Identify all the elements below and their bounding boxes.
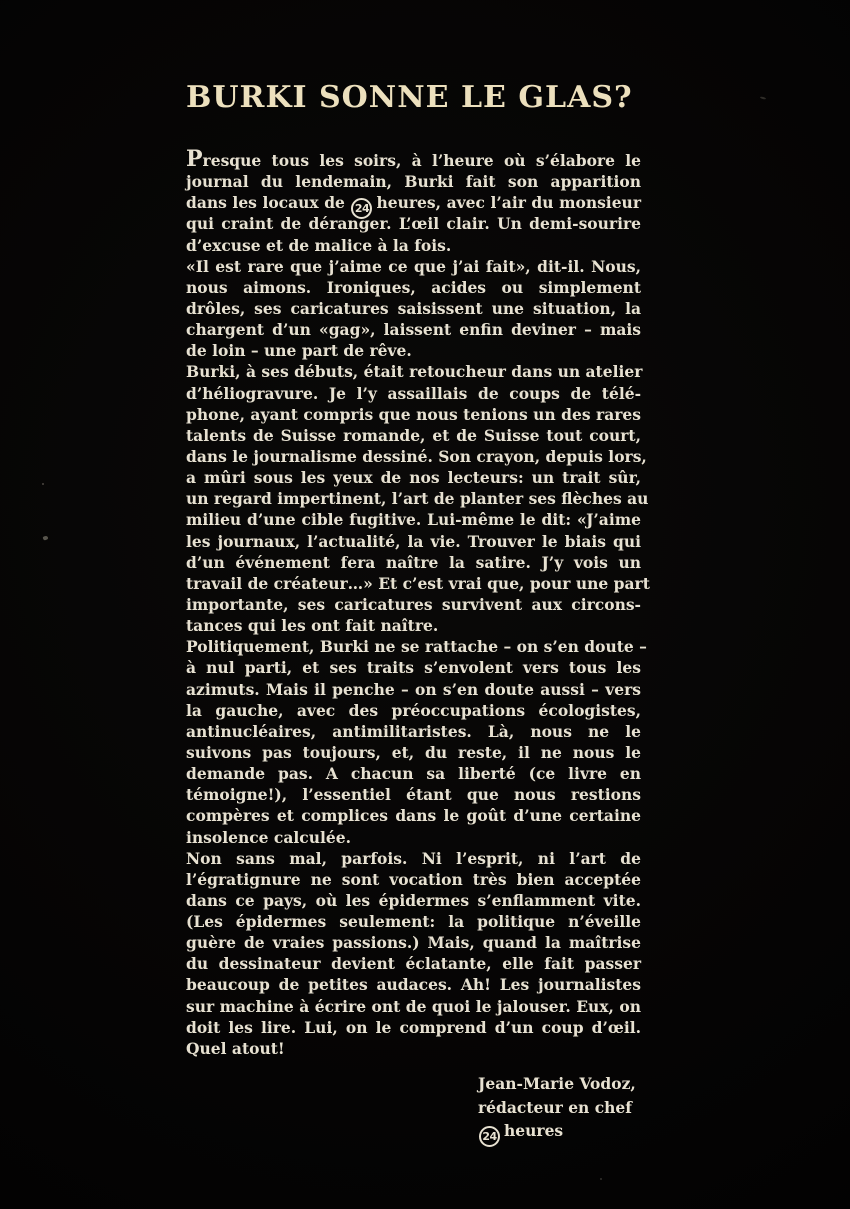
paragraph (186, 256, 641, 362)
text-line: demande pas. A chacun sa liberté (ce livre en (186, 764, 641, 784)
text-line: a mûri sous les yeux de nos lecteurs: un trait sûr, (186, 468, 641, 488)
text-line: phone, ayant compris que nous tenions un des rares (186, 404, 641, 424)
text-line: Non sans mal, parfois. Ni l’esprit, ni l’art de (186, 848, 641, 868)
text-line: talents de Suisse romande, et de Suisse tout court, (186, 425, 641, 445)
text-line: qui craint de déranger. L’œil clair. Un demi-sourire (186, 214, 641, 234)
signature-name: Jean-Marie Vodoz, (478, 1074, 636, 1093)
text-line: sur machine à écrire ont de quoi le jalouser. Eux, on (186, 996, 641, 1016)
initial-capital: P (186, 146, 203, 172)
article-body (186, 146, 650, 1059)
paragraph (186, 146, 641, 256)
paragraph (186, 848, 641, 1059)
text-line: antinucléaires, antimilitaristes. Là, nous ne le (186, 721, 641, 741)
text-line: du dessinateur devient éclatante, elle fait passer (186, 954, 641, 974)
text-line: tances qui les ont fait naître. (186, 616, 439, 636)
text-line: Presque tous les soirs, à l’heure où s’élabore le (186, 146, 641, 172)
text-line: l’égratignure ne sont vocation très bien acceptée (186, 869, 641, 889)
text-line: dans ce pays, où les épidermes s’enflamment vite. (186, 890, 641, 910)
text-line: témoigne!), l’essentiel étant que nous restions (186, 785, 641, 805)
text-line: suivons pas toujours, et, du reste, il ne nous le (186, 742, 641, 762)
text-line: doit les lire. Lui, on le comprend d’un coup d’œil. (186, 1017, 641, 1037)
text-line: insolence calculée. (186, 827, 352, 847)
text-line: de loin – une part de rêve. (186, 341, 412, 361)
text-line: compères et complices dans le goût d’une certaine (186, 806, 641, 826)
signature-block (478, 1072, 636, 1147)
dust-speck (42, 535, 48, 540)
paragraph (186, 636, 647, 847)
text-line: «Il est rare que j’aime ce que j’ai fait», dit-il. Nous, (186, 256, 641, 276)
text-line: guère de vraies passions.) Mais, quand la maîtrise (186, 933, 641, 953)
24-heures-logo: 24 (479, 1126, 500, 1147)
dust-speck (600, 1178, 602, 1180)
text-line: beaucoup de petites audaces. Ah! Les journalistes (186, 975, 641, 995)
text-line: Burki, à ses débuts, était retoucheur dans un atelier (186, 362, 643, 382)
text-line: azimuts. Mais il penche – on s’en doute aussi – vers (186, 679, 641, 699)
text-line: importante, ses caricatures survivent aux circons- (186, 594, 641, 614)
text-line: journal du lendemain, Burki fait son apparition (186, 172, 641, 192)
text-line: un regard impertinent, l’art de planter ses flèches au (186, 489, 649, 509)
text-line: Quel atout! (186, 1038, 285, 1058)
text-line: d’excuse et de malice à la fois. (186, 235, 452, 255)
text-line: nous aimons. Ironiques, acides ou simplement (186, 277, 641, 297)
text-line: (Les épidermes seulement: la politique n’éveille (186, 912, 641, 932)
dust-speck (760, 96, 766, 99)
page-title: BURKI SONNE LE GLAS? (186, 80, 633, 116)
text-line: milieu d’une cible fugitive. Lui-même le dit: «J’aime (186, 510, 641, 530)
text-line: chargent d’un «gag», laissent enfin deviner – mais (186, 320, 641, 340)
text-line: Politiquement, Burki ne se rattache – on s’en doute – (186, 637, 647, 657)
signature-role: rédacteur en chef (478, 1097, 632, 1117)
text-line: dans le journalisme dessiné. Son crayon, depuis lors, (186, 446, 647, 466)
dust-speck (42, 483, 44, 485)
24-heures-logo: 24 (351, 198, 372, 219)
text-line: dans les locaux de 24 heures, avec l’air du monsieur (186, 192, 641, 213)
paragraph (186, 361, 650, 636)
text-line: à nul parti, et ses traits s’envolent vers tous les (186, 658, 641, 678)
text-line: drôles, ses caricatures saisissent une situation, la (186, 298, 641, 318)
signature-newspaper: 24 heures (478, 1119, 636, 1147)
text-line: d’héliogravure. Je l’y assaillais de coups de télé- (186, 383, 641, 403)
text-line: travail de créateur…» Et c’est vrai que, pour une part (186, 573, 650, 593)
text-line: les journaux, l’actualité, la vie. Trouver le biais qui (186, 531, 641, 551)
text-line: la gauche, avec des préoccupations écologistes, (186, 700, 641, 720)
text-line: d’un événement fera naître la satire. J’y vois un (186, 552, 641, 572)
